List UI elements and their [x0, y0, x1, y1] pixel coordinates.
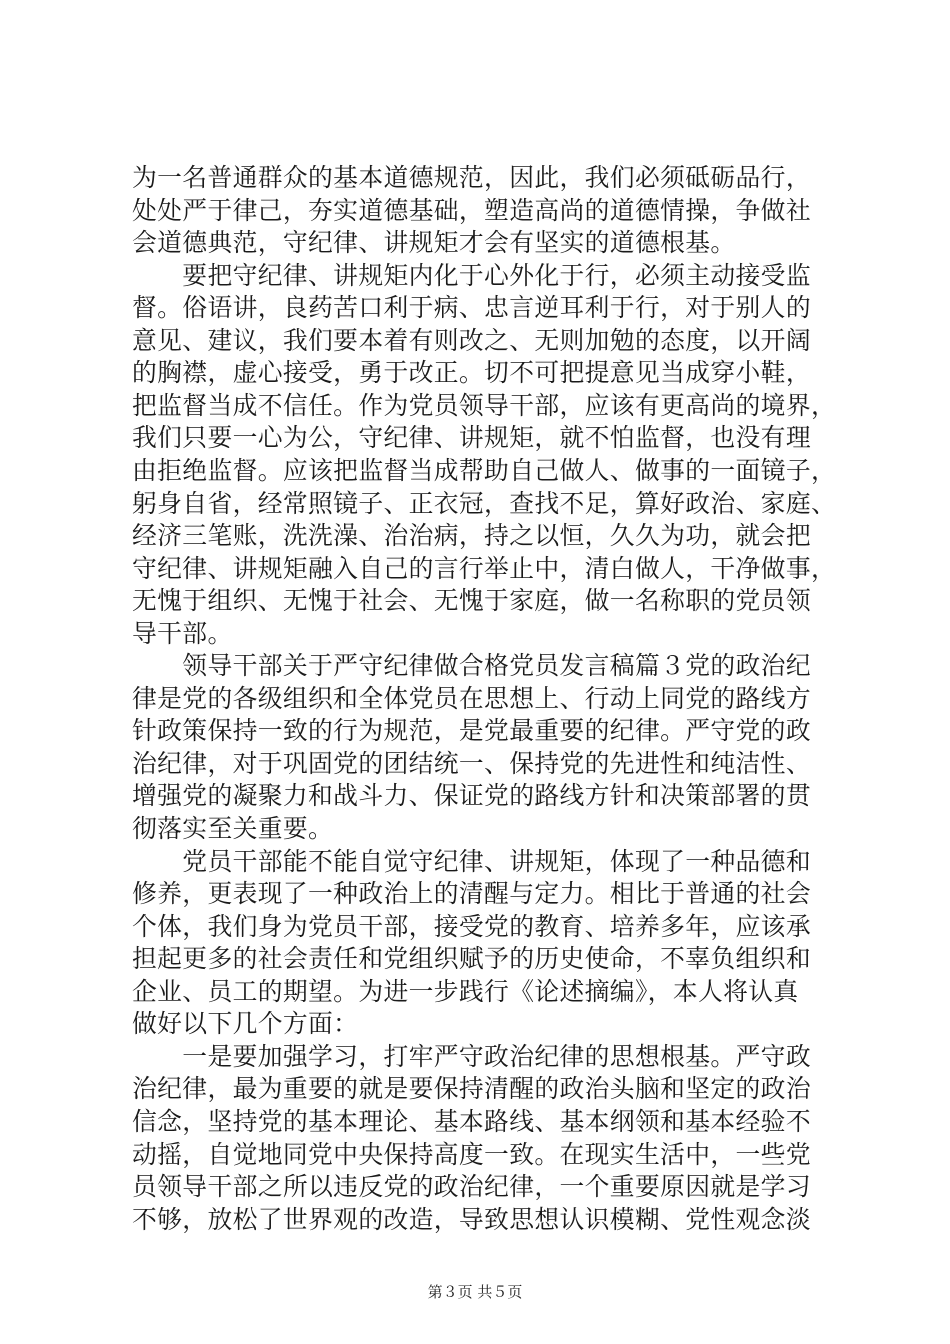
text-line: 的胸襟，虚心接受，勇于改正。切不可把提意见当成穿小鞋，: [132, 358, 811, 388]
text-line: 修养，更表现了一种政治上的清醒与定力。相比于普通的社会: [132, 879, 811, 909]
text-line: 针政策保持一致的行为规范，是党最重要的纪律。严守党的政: [132, 716, 811, 746]
text-line: 员领导干部之所以违反党的政治纪律，一个重要原因就是学习: [132, 1172, 811, 1202]
text-line: 无愧于组织、无愧于社会、无愧于家庭，做一名称职的党员领: [132, 586, 811, 616]
text-line: 彻落实至关重要。: [132, 814, 334, 843]
text-line: 治纪律，最为重要的就是要保持清醒的政治头脑和坚定的政治: [132, 1074, 811, 1104]
text-line: 会道德典范，守纪律、讲规矩才会有坚实的道德根基。: [132, 228, 736, 258]
text-line: 由拒绝监督。应该把监督当成帮助自己做人、做事的一面镜子，: [132, 455, 837, 485]
text-line: 党员干部能不能自觉守纪律、讲规矩，体现了一种品德和: [132, 846, 811, 876]
text-line: 把监督当成不信任。作为党员领导干部，应该有更高尚的境界，: [132, 390, 837, 420]
text-line: 躬身自省，经常照镜子、正衣冠，查找不足，算好政治、家庭、: [132, 488, 837, 518]
text-line: 经济三笔账，洗洗澡、治治病，持之以恒，久久为功，就会把: [132, 521, 811, 551]
text-line: 为一名普通群众的基本道德规范，因此，我们必须砥砺品行，: [132, 163, 811, 192]
text-line: 处处严于律己，夯实道德基础，塑造高尚的道德情操，争做社: [132, 195, 811, 225]
text-line: 要把守纪律、讲规矩内化于心外化于行，必须主动接受监: [132, 260, 811, 290]
text-line: 守纪律、讲规矩融入自己的言行举止中，清白做人，干净做事，: [132, 553, 837, 583]
text-line: 导干部。: [132, 618, 233, 648]
text-line: 督。俗语讲，良药苦口利于病、忠言逆耳利于行，对于别人的: [132, 293, 811, 323]
text-line: 意见、建议，我们要本着有则改之、无则加勉的态度，以开阔: [132, 325, 811, 355]
page-footer: 第３页 共５页: [427, 1283, 523, 1301]
text-line: 企业、员工的期望。为进一步践行《论述摘编》，本人将认真: [132, 976, 799, 1006]
text-line: 做好以下几个方面：: [132, 1009, 359, 1039]
text-line: 我们只要一心为公，守纪律、讲规矩，就不怕监督，也没有理: [132, 423, 811, 453]
text-line: 一是要加强学习，打牢严守政治纪律的思想根基。严守政: [132, 1041, 811, 1071]
text-line: 信念，坚持党的基本理论、基本路线、基本纲领和基本经验不: [132, 1106, 811, 1136]
text-line: 律是党的各级组织和全体党员在思想上、行动上同党的路线方: [132, 683, 811, 713]
text-line: 治纪律，对于巩固党的团结统一、保持党的先进性和纯洁性、: [132, 748, 811, 778]
text-line: 领导干部关于严守纪律做合格党员发言稿篇３党的政治纪: [132, 651, 811, 681]
text-line: 动摇，自觉地同党中央保持高度一致。在现实生活中，一些党: [132, 1139, 811, 1169]
text-line: 担起更多的社会责任和党组织赋予的历史使命，不辜负组织和: [132, 944, 811, 974]
text-line: 不够，放松了世界观的改造，导致思想认识模糊、党性观念淡: [132, 1204, 811, 1234]
text-line: 增强党的凝聚力和战斗力、保证党的路线方针和决策部署的贯: [132, 781, 811, 811]
text-line: 个体，我们身为党员干部，接受党的教育、培养多年，应该承: [132, 911, 811, 941]
